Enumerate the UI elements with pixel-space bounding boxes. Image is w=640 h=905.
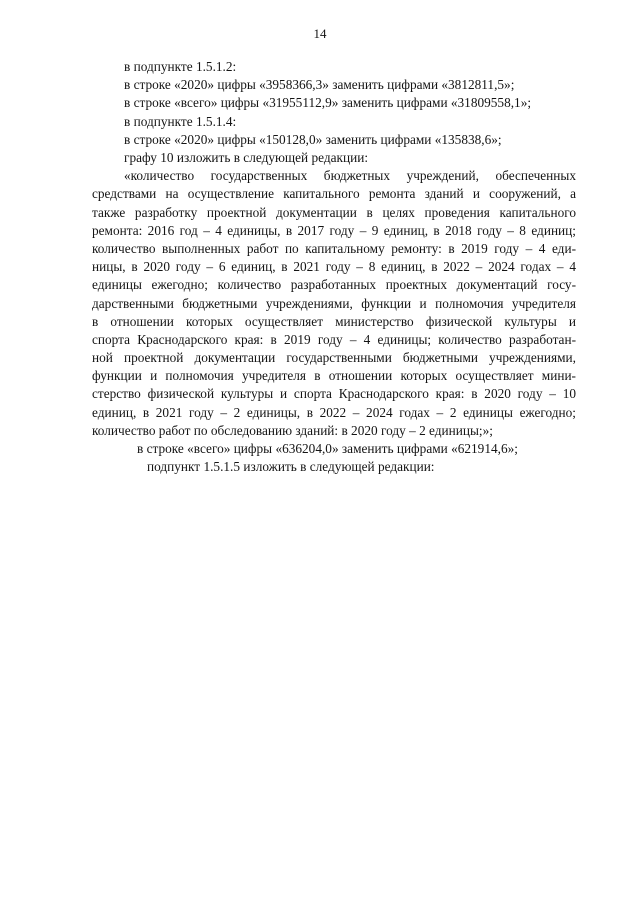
paragraph-line: ницы, в 2020 году – 6 единиц, в 2021 году – 8 единиц, в 2022 – 2024 годах – 4	[92, 259, 576, 275]
paragraph-line: «количество государственных бюджетных учреждений, обеспеченных	[124, 168, 576, 184]
paragraph-line: ной проектной документации государственными бюджетными учреждениями,	[92, 350, 576, 366]
column-10-paragraph	[92, 167, 576, 440]
paragraph-line: стерство физической культуры и спорта Краснодарского края: в 2020 году – 10	[92, 386, 576, 402]
paragraph-line: в отношении которых осуществляет министерство физической культуры и	[92, 313, 576, 329]
paragraph-line: дарственными бюджетными учреждениями, функции и полномочия учредителя	[92, 295, 576, 311]
text-line-column-10: графу 10 изложить в следующей редакции:	[124, 150, 369, 166]
text-line-total-replace-2: в строке «всего» цифры «636204,0» заменить цифрами «621914,6»;	[137, 441, 518, 457]
paragraph-line: также разработку проектной документации в целях проведения капитального	[92, 204, 576, 220]
paragraph-line: количество работ по обследованию зданий: в 2020 году – 2 единицы;»;	[92, 422, 493, 438]
text-line-subitem-1512: в подпункте 1.5.1.2:	[124, 59, 237, 74]
paragraph-line: спорта Краснодарского края: в 2019 году – 4 единицы; количество разработан-	[92, 331, 576, 347]
text-line-subitem-1515: подпункт 1.5.1.5 изложить в следующей редакции:	[147, 459, 435, 475]
paragraph-line: количество выполненных работ по капитальному ремонту: в 2019 году – 4 еди-	[92, 240, 576, 256]
document-body	[92, 58, 600, 476]
paragraph-line: средствами на осуществление капитального ремонта зданий и сооружений, а	[92, 186, 576, 202]
paragraph-line: ремонта: 2016 год – 4 единицы, в 2017 году – 9 единиц, в 2018 году – 8 единиц;	[92, 222, 576, 238]
text-line-total-replace: в строке «всего» цифры «31955112,9» заменить цифрами «31809558,1»;	[124, 95, 532, 111]
paragraph-line: функции и полномочия учредителя в отношении которых осуществляет мини-	[92, 368, 576, 384]
paragraph-line: единиц, в 2021 году – 2 единицы, в 2022 – 2024 годах – 2 единицы ежегодно;	[92, 404, 576, 420]
text-line-subitem-1514: в подпункте 1.5.1.4:	[124, 113, 237, 129]
text-line-2020-replace: в строке «2020» цифры «3958366,3» заменить цифрами «3812811,5»;	[124, 77, 515, 93]
page-number: 14	[313, 26, 327, 41]
paragraph-line: единицы ежегодно; количество разработанных проектных документаций госу-	[92, 277, 576, 293]
text-line-2020-replace-2: в строке «2020» цифры «150128,0» заменить цифрами «135838,6»;	[124, 131, 502, 147]
